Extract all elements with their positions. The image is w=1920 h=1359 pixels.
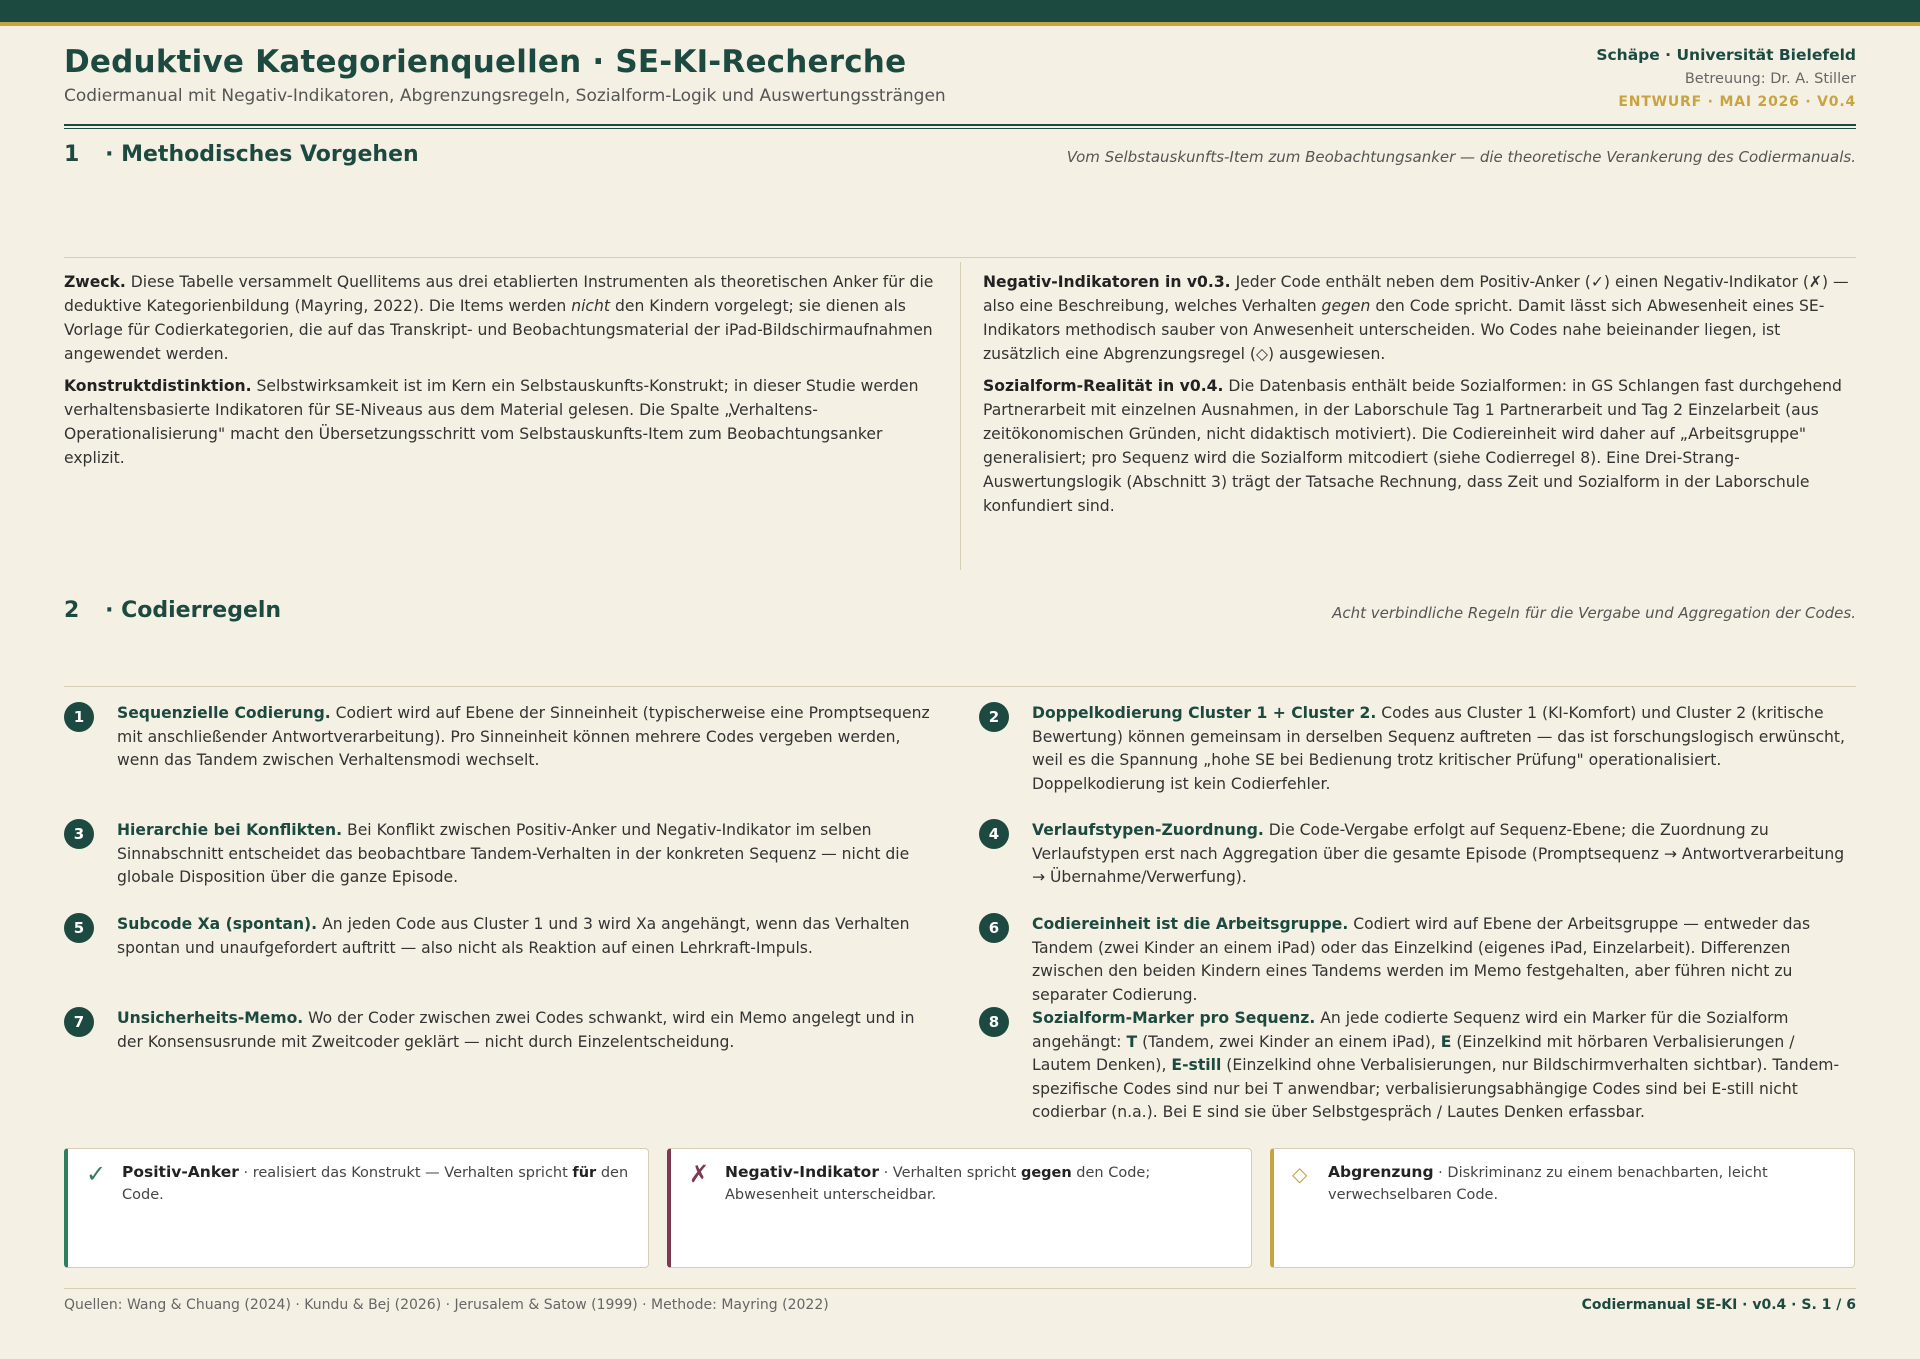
rule-number-badge: 7 bbox=[64, 1007, 94, 1037]
author-affiliation: Schäpe · Universität Bielefeld bbox=[1596, 46, 1856, 64]
section-1-left-column bbox=[64, 270, 944, 478]
rule-number-badge: 1 bbox=[64, 702, 94, 732]
coding-rule-4 bbox=[979, 819, 1856, 890]
section-1-description: Vom Selbstauskunfts-Item zum Beobachtungsanker — die theoretische Verankerung des Codiermanuals. bbox=[1066, 148, 1856, 166]
legend-negative-text-b: den Code; Abwesenheit unterscheidbar. bbox=[725, 1165, 1151, 1203]
legend-positive-text-b: den Code. bbox=[122, 1165, 629, 1203]
rule-text: Wo der Coder zwischen zwei Codes schwankt, wird ein Memo angelegt und in der Konsensusrunde mit Zweitcoder geklärt — nicht durch Einzelentscheidung. bbox=[117, 1009, 915, 1051]
top-accent-bar bbox=[0, 0, 1920, 22]
rule-title: Sozialform-Marker pro Sequenz. bbox=[1032, 1009, 1316, 1027]
coding-rule-5 bbox=[64, 913, 944, 960]
top-gold-stripe bbox=[0, 22, 1920, 26]
legend-positive-text-a: · realisiert das Konstrukt — Verhalten spricht bbox=[238, 1165, 573, 1181]
header-meta bbox=[1596, 46, 1856, 110]
footer-page-number: Codiermanual SE-KI · v0.4 · S. 1 / 6 bbox=[1581, 1297, 1856, 1313]
rule-text: Codes aus Cluster 1 (KI-Komfort) und Cluster 2 (kritische Bewertung) können gemeinsam in derselben Sequenz auftreten — das ist forschungslogisch erwünscht, weil es die Spannung „hohe SE bei Bedienung trotz kritischer Prüfung" operationalisiert. Doppelkodierung ist kein Codierfehler. bbox=[1032, 704, 1845, 793]
header-divider bbox=[64, 124, 1856, 129]
legend-negative-text-a: · Verhalten spricht bbox=[878, 1165, 1021, 1181]
negative-indicators-label: Negativ-Indikatoren in v0.3. bbox=[983, 273, 1231, 291]
legend-positive-bold: für bbox=[572, 1165, 597, 1181]
legend-negative-name: Negativ-Indikator bbox=[725, 1163, 879, 1181]
purpose-text-b: den Kindern vorgelegt; sie dienen als Vorlage für Codierkategorien, die auf das Transkript- und Beobachtungsmaterial der iPad-Bildschirmaufnahmen angewendet werden. bbox=[64, 297, 933, 363]
legend-negative-bold: gegen bbox=[1020, 1165, 1072, 1181]
purpose-label: Zweck. bbox=[64, 273, 126, 291]
paragraph-construct bbox=[64, 374, 944, 470]
marker-single: E bbox=[1440, 1032, 1452, 1051]
section-1-rule bbox=[64, 257, 1856, 258]
rule-text: Codiert wird auf Ebene der Sinneinheit (typischerweise eine Promptsequenz mit anschließender Antwortverarbeitung). Pro Sinneinheit können mehrere Codes vergeben werden, wenn das Tandem zwischen Verhaltensmodi wechselt. bbox=[117, 704, 930, 769]
rule-number-badge: 3 bbox=[64, 819, 94, 849]
rule-title: Unsicherheits-Memo. bbox=[117, 1009, 304, 1027]
check-icon: ✓ bbox=[86, 1160, 107, 1188]
column-divider bbox=[960, 262, 961, 570]
footer-sources: Quellen: Wang & Chuang (2024) · Kundu & Bej (2026) · Jerusalem & Satow (1999) · Methode: Mayring (2022) bbox=[64, 1297, 829, 1313]
paragraph-negative-indicators bbox=[983, 270, 1856, 366]
section-2-heading bbox=[64, 598, 1856, 623]
rule-number-badge: 4 bbox=[979, 819, 1009, 849]
rule-number-badge: 8 bbox=[979, 1007, 1009, 1037]
rule-text: Bei Konflikt zwischen Positiv-Anker und Negativ-Indikator im selben Sinnabschnitt entscheidet das beobachtbare Tandem-Verhalten in der konkreten Sequenz — nicht die globale Disposition über die ganze Episode. bbox=[117, 821, 910, 886]
rule-title: Subcode Xa (spontan). bbox=[117, 915, 318, 933]
construct-label: Konstruktdistinktion. bbox=[64, 377, 252, 395]
section-2-rule bbox=[64, 686, 1856, 687]
legend-boundary-text: · Diskriminanz zu einem benachbarten, leicht verwechselbaren Code. bbox=[1328, 1165, 1768, 1203]
section-1-heading bbox=[64, 142, 1856, 167]
rule-title: Codiereinheit ist die Arbeitsgruppe. bbox=[1032, 915, 1349, 933]
rule-title: Verlaufstypen-Zuordnung. bbox=[1032, 821, 1264, 839]
rule-title: Doppelkodierung Cluster 1 + Cluster 2. bbox=[1032, 704, 1377, 722]
section-2-number: 2 bbox=[64, 598, 80, 623]
social-form-label: Sozialform-Realität in v0.4. bbox=[983, 377, 1224, 395]
draft-status: ENTWURF · MAI 2026 · V0.4 bbox=[1618, 94, 1856, 110]
rule-text: Die Code-Vergabe erfolgt auf Sequenz-Ebene; die Zuordnung zu Verlaufstypen erst nach Aggregation über die gesamte Episode (Promptsequenz → Antwortverarbeitung → Übernahme/Verwerfung). bbox=[1032, 821, 1845, 886]
negative-indicators-emphasis: gegen bbox=[1321, 297, 1371, 315]
rule-number-badge: 2 bbox=[979, 702, 1009, 732]
rule-title: Hierarchie bei Konflikten. bbox=[117, 821, 343, 839]
rule-text: An jeden Code aus Cluster 1 und 3 wird Xa angehängt, wenn das Verhalten spontan und unaufgefordert auftritt — also nicht als Reaktion auf einen Lehrkraft-Impuls. bbox=[117, 915, 910, 957]
section-2-description: Acht verbindliche Regeln für die Vergabe und Aggregation der Codes. bbox=[1332, 604, 1856, 622]
coding-rule-8 bbox=[979, 1007, 1856, 1125]
marker-single-silent: E-still bbox=[1171, 1056, 1222, 1074]
coding-rule-7 bbox=[64, 1007, 944, 1054]
footer-divider bbox=[64, 1288, 1856, 1289]
page-header bbox=[64, 44, 1856, 126]
paragraph-social-form bbox=[983, 374, 1856, 518]
rule-title: Sequenzielle Codierung. bbox=[117, 704, 331, 722]
coding-rule-1 bbox=[64, 702, 944, 773]
page-title: Deduktive Kategorienquellen · SE-KI-Recherche bbox=[64, 44, 907, 80]
purpose-text-a: Diese Tabelle versammelt Quellitems aus drei etablierten Instrumenten als theoretischen Anker für die deduktive Kategorienbildung (Mayring, 2022). Die Items werden bbox=[64, 273, 934, 315]
section-1-number: 1 bbox=[64, 142, 80, 167]
legend-boundary-name: Abgrenzung bbox=[1328, 1163, 1434, 1181]
construct-text: Selbstwirksamkeit ist im Kern ein Selbstauskunfts-Konstrukt; in dieser Studie werden verhaltensbasierte Indikatoren für SE-Niveaus aus dem Material gelesen. Die Spalte „Verhaltens-Operationalisierung" macht den Übersetzungsschritt vom Selbstauskunfts-Item zum Beobachtungsanker explizit. bbox=[64, 377, 919, 467]
page-subtitle: Codiermanual mit Negativ-Indikatoren, Abgrenzungsregeln, Sozialform-Logik und Auswertungssträngen bbox=[64, 86, 946, 106]
rule-text-1: An jede codierte Sequenz wird ein Marker für die Sozialform angehängt: bbox=[1032, 1009, 1789, 1051]
supervisor: Betreuung: Dr. A. Stiller bbox=[1684, 71, 1856, 87]
rule-text-4: (Einzelkind ohne Verbalisierungen, nur Bildschirmverhalten sichtbar). Tandem-spezifische Codes sind nur bei T anwendbar; verbalisierungsabhängige Codes sind bei E-still nicht codierbar (n.a.). Bei E sind sie über Selbstgespräch / Lautes Denken erfassbar. bbox=[1032, 1056, 1840, 1121]
legend-boundary bbox=[1270, 1148, 1855, 1268]
section-1-title: · Methodisches Vorgehen bbox=[105, 142, 419, 167]
cross-icon: ✗ bbox=[689, 1160, 710, 1188]
legend-positive-anchor bbox=[64, 1148, 649, 1268]
diamond-icon: ◇ bbox=[1292, 1162, 1308, 1186]
purpose-emphasis: nicht bbox=[571, 297, 611, 315]
negative-indicators-text-a: Jeder Code enthält neben dem Positiv-Anker (✓) einen Negativ-Indikator (✗) — also eine Beschreibung, welches Verhalten bbox=[983, 273, 1849, 315]
marker-tandem: T bbox=[1126, 1032, 1138, 1051]
rule-text-2: (Tandem, zwei Kinder an einem iPad), bbox=[1137, 1032, 1441, 1051]
legend-positive-name: Positiv-Anker bbox=[122, 1163, 239, 1181]
section-1-right-column bbox=[983, 270, 1856, 526]
negative-indicators-text-b: den Code spricht. Damit lässt sich Abwesenheit eines SE-Indikators methodisch sauber von Anwesenheit unterscheiden. Wo Codes nahe beieinander liegen, ist zusätzlich eine Abgrenzungsregel (◇) ausgewiesen. bbox=[983, 297, 1825, 363]
social-form-text: Die Datenbasis enthält beide Sozialformen: in GS Schlangen fast durchgehend Partnerarbeit mit einzelnen Ausnahmen, in der Laborschule Tag 1 Partnerarbeit und Tag 2 Einzelarbeit (aus zeitökonomischen Gründen, nicht didaktisch motiviert). Die Codiereinheit wird daher auf „Arbeitsgruppe" generalisiert; pro Sequenz wird die Sozialform mitcodiert (siehe Codierregel 8). Eine Drei-Strang-Auswertungslogik (Abschnitt 3) trägt der Tatsache Rechnung, dass Zeit und Sozialform in der Laborschule konfundiert sind. bbox=[983, 377, 1842, 515]
coding-rule-6 bbox=[979, 913, 1856, 1007]
legend-negative-indicator bbox=[667, 1148, 1252, 1268]
coding-rule-3 bbox=[64, 819, 944, 890]
rule-number-badge: 5 bbox=[64, 913, 94, 943]
rule-text-3: (Einzelkind mit hörbaren Verbalisierungen / Lautem Denken), bbox=[1032, 1032, 1795, 1074]
paragraph-purpose bbox=[64, 270, 944, 366]
coding-rule-2 bbox=[979, 702, 1856, 796]
rule-text: Codiert wird auf Ebene der Arbeitsgruppe — entweder das Tandem (zwei Kinder an einem iPad) oder das Einzelkind (eigenes iPad, Einzelarbeit). Differenzen zwischen den beiden Kindern eines Tandems werden im Memo festgehalten, aber führen nicht zu separater Codierung. bbox=[1032, 915, 1811, 1004]
section-2-title: · Codierregeln bbox=[105, 598, 282, 623]
rule-number-badge: 6 bbox=[979, 913, 1009, 943]
